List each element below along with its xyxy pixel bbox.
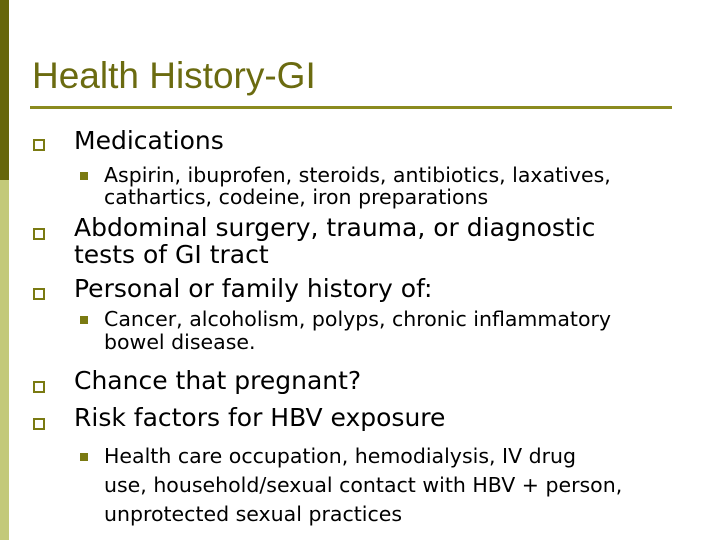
side-accent-bar-dark (0, 0, 9, 180)
bullet-line: tests of GI tract (74, 240, 269, 269)
bullet-line: Abdominal surgery, trauma, or diagnostic (74, 213, 596, 242)
bullet-family-history: Personal or family history of: (74, 274, 433, 303)
sub-bullet-line: Health care occupation, hemodialysis, IV drug (104, 444, 577, 468)
hollow-square-bullet-icon (33, 381, 45, 393)
filled-square-bullet-icon (80, 172, 88, 180)
title-underline (30, 106, 672, 109)
hollow-square-bullet-icon (33, 139, 45, 151)
hollow-square-bullet-icon (33, 418, 45, 430)
hollow-square-bullet-icon (33, 288, 45, 300)
sub-bullet-line: Aspirin, ibuprofen, steroids, antibiotics, laxatives, (104, 163, 611, 187)
filled-square-bullet-icon (80, 316, 88, 324)
side-accent-bar-light (0, 180, 9, 540)
sub-bullet-line: Cancer, alcoholism, polyps, chronic inflammatory (104, 307, 612, 331)
sub-bullet-line: use, household/sexual contact with HBV + person, (104, 473, 623, 497)
bullet-pregnancy: Chance that pregnant? (74, 366, 362, 395)
filled-square-bullet-icon (80, 453, 88, 461)
slide-title: Health History-GI (32, 55, 316, 96)
hollow-square-bullet-icon (33, 228, 45, 240)
sub-bullet-line: unprotected sexual practices (104, 502, 403, 526)
bullet-hbv-risk: Risk factors for HBV exposure (74, 403, 446, 432)
sub-bullet-line: cathartics, codeine, iron preparations (104, 185, 489, 209)
sub-bullet-line: bowel disease. (104, 330, 256, 354)
bullet-medications: Medications (74, 126, 224, 155)
